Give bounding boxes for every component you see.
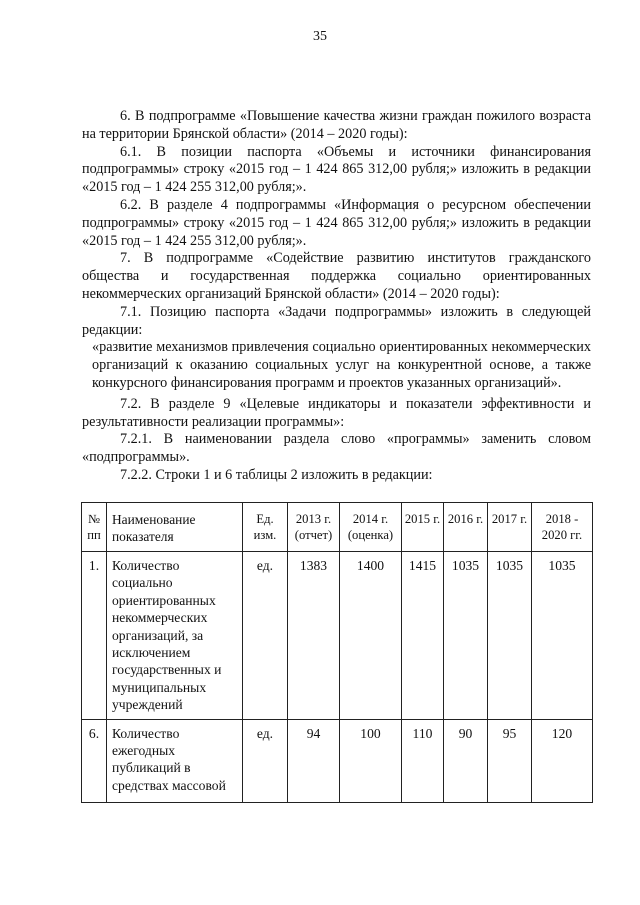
row-2015: 1415 (402, 552, 444, 720)
paragraph-6: 6. В подпрограмме «Повышение качества жизни граждан пожилого возраста на территории Брянской области» (2014 – 2020 годы): (82, 108, 591, 142)
paragraph-6-1: 6.1. В позиции паспорта «Объемы и источники финансирования подпрограммы» строку «2015 год – 1 424 865 312,00 рубля;» изложить в редакции «2015 год – 1 424 255 312,00 рубля;». (82, 143, 591, 196)
row-2018-2020: 1035 (532, 552, 593, 720)
row-2017: 1035 (488, 552, 532, 720)
paragraph-7-2-1: 7.2.1. В наименовании раздела слово «программы» заменить словом «подпрограммы». (82, 431, 591, 466)
header-2013: 2013 г. (отчет) (288, 503, 340, 552)
header-unit: Ед. изм. (243, 503, 288, 552)
row-2013: 1383 (288, 552, 340, 720)
header-2017: 2017 г. (488, 503, 532, 552)
header-2018-2020: 2018 - 2020 гг. (532, 503, 593, 552)
row-2014: 1400 (340, 552, 402, 720)
quoted-task-text: «развитие механизмов привлечения социально ориентированных некоммерческих организаций к оказанию социальных услуг на конкурентной основе, а также конкурсного финансирования программ и проектов указанных организаций». (92, 339, 591, 391)
row-2014: 100 (340, 719, 402, 802)
table-row (82, 719, 593, 802)
paragraph-7-2-2: 7.2.2. Строки 1 и 6 таблицы 2 изложить в редакции: (120, 466, 433, 483)
paragraph-7-1: 7.1. Позицию паспорта «Задачи подпрограммы» изложить в следующей редакции: (82, 303, 591, 338)
paragraph-6-2: 6.2. В разделе 4 подпрограммы «Информация о ресурсном обеспечении подпрограммы» строку «2015 год – 1 424 865 312,00 рубля;» изложить в редакции «2015 год – 1 424 255 312,00 рубля;». (82, 196, 591, 249)
table-row (82, 552, 593, 720)
row-2016: 90 (444, 719, 488, 802)
row-num: 6. (82, 719, 107, 802)
header-2014: 2014 г. (оценка) (340, 503, 402, 552)
header-num: № пп (82, 503, 107, 552)
row-num: 1. (82, 552, 107, 720)
row-unit: ед. (243, 552, 288, 720)
row-2013: 94 (288, 719, 340, 802)
indicators-table (81, 502, 593, 803)
row-2016: 1035 (444, 552, 488, 720)
header-2015: 2015 г. (402, 503, 444, 552)
table-header-row (82, 503, 593, 552)
row-unit: ед. (243, 719, 288, 802)
row-name: Количество социально ориентированных некоммерческих организаций, за исключением государственных и муниципальных учреждений (107, 552, 243, 720)
document-body (82, 108, 591, 485)
row-2018-2020: 120 (532, 719, 593, 802)
row-2015: 110 (402, 719, 444, 802)
paragraph-7: 7. В подпрограмме «Содействие развитию институтов гражданского общества и государственная поддержка социально ориентированных некоммерческих организаций Брянской области» (2014 – 2020 годы): (82, 250, 591, 302)
header-name: Наименование показателя (107, 503, 243, 552)
row-2017: 95 (488, 719, 532, 802)
header-2016: 2016 г. (444, 503, 488, 552)
row-name: Количество ежегодных публикаций в средствах массовой (107, 719, 243, 802)
page-number: 35 (313, 29, 327, 44)
paragraph-7-2: 7.2. В разделе 9 «Целевые индикаторы и показатели эффективности и результативности реализации программы»: (82, 395, 591, 430)
